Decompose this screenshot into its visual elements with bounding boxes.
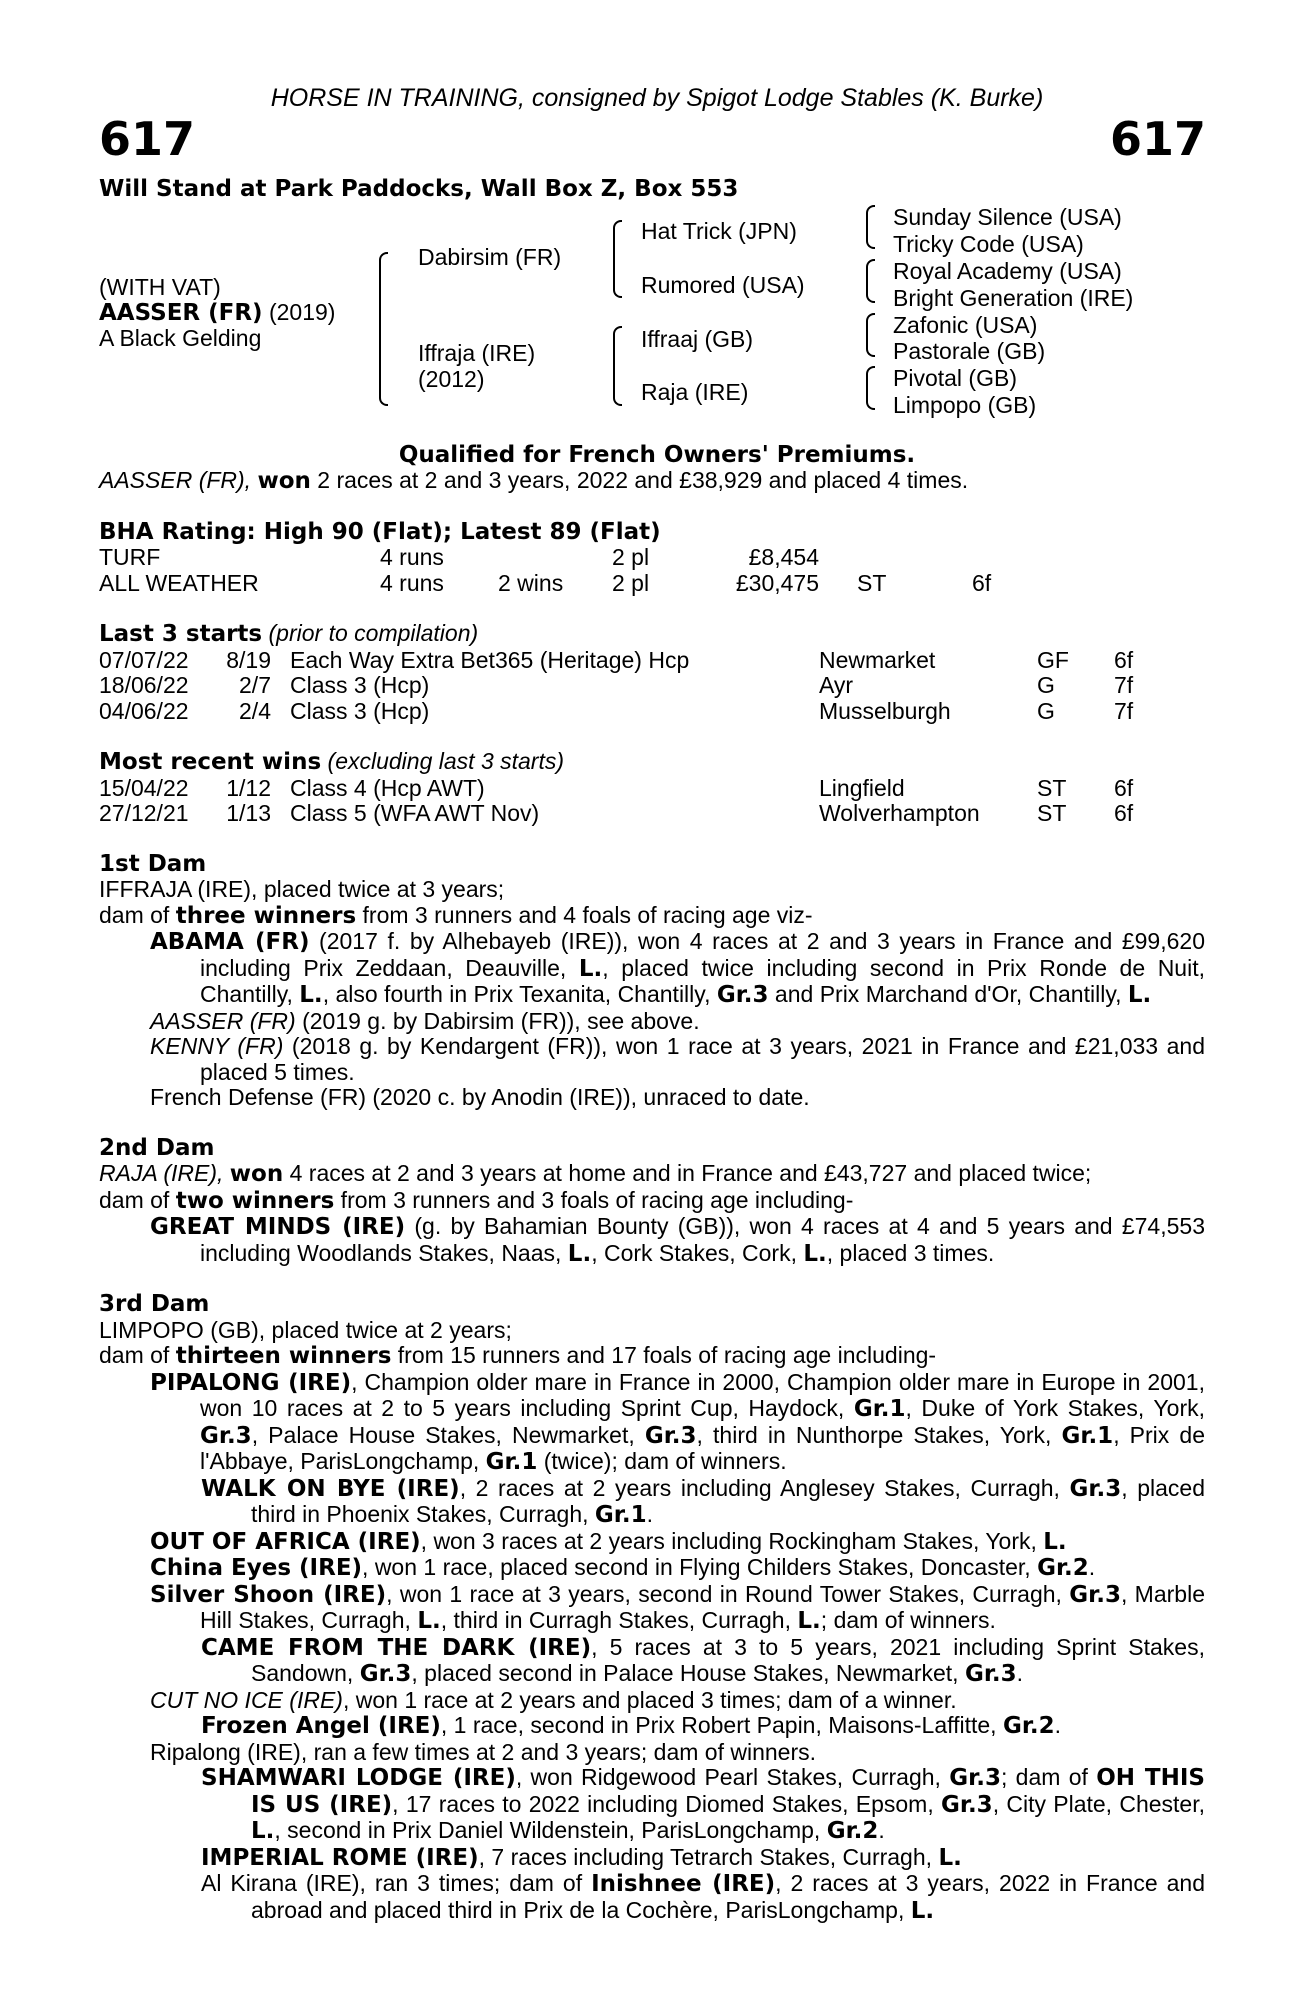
ped-ssd: Tricky Code (USA) [893, 231, 1084, 257]
summary-rest: 2 races at 2 and 3 years, 2022 and £38,929 and placed 4 times. [310, 467, 969, 493]
summary-won: won [257, 468, 311, 494]
produce-shamwari-lodge: SHAMWARI LODGE (IRE), won Ridgewood Pearl Stakes, Curragh, Gr.3; dam of OH THIS IS US (IRE), 17 races to 2022 including Diomed Stakes, Epsom, Gr.3, City Plate, Chester, L., second in Prix Daniel Wildenstein, ParisLongchamp, Gr.2. [201, 1764, 1206, 1844]
dam-sire: Iffraaj (GB) [641, 326, 754, 352]
last3-note: (prior to compilation) [262, 620, 479, 646]
ped-dds: Pivotal (GB) [893, 365, 1017, 391]
produce-kenny: KENNY (FR) (2018 g. by Kendargent (FR)), won 1 race at 3 years, 2021 in France and £21,033 and placed 5 times. [150, 1033, 1205, 1085]
rating-title: BHA Rating: High 90 (Flat); Latest 89 (Flat) [99, 518, 661, 545]
last3-section [99, 621, 1205, 724]
start-row [99, 699, 1205, 725]
produce-out-of-africa: OUT OF AFRICA (IRE), won 3 races at 2 years including Rockingham Stakes, York, L. [150, 1527, 1067, 1555]
recent-wins-section [99, 749, 1205, 827]
ped-sds: Royal Academy (USA) [893, 258, 1122, 284]
lot-number-left: 617 [99, 112, 196, 166]
win-distance: 6f [1114, 800, 1134, 826]
start-distance: 6f [1114, 646, 1134, 673]
produce-china-eyes: China Eyes (IRE), won 1 race, placed second in Flying Childers Stakes, Doncaster, Gr.2. [150, 1554, 1096, 1581]
win-date: 27/12/21 [99, 800, 189, 826]
dam-name: Iffraja (IRE) [418, 340, 536, 366]
rating-section [99, 520, 1205, 597]
win-course: Lingfield [819, 774, 905, 801]
win-going: ST [1037, 774, 1067, 801]
brace-gen2-dam [613, 326, 622, 406]
win-race: Class 4 (Hcp AWT) [290, 774, 485, 801]
rating-wins: 2 wins [498, 569, 564, 596]
start-position: 2/4 [239, 697, 271, 724]
recent-wins-heading [99, 749, 1205, 776]
start-going: G [1037, 697, 1055, 724]
win-row [99, 776, 1205, 802]
lot-number-right: 617 [1109, 112, 1206, 166]
last3-title: Last 3 starts [99, 621, 263, 647]
win-position: 1/12 [226, 774, 271, 801]
brace-gen3-1 [866, 205, 875, 249]
dam-dam: Raja (IRE) [641, 379, 749, 405]
rating-surface: ALL WEATHER [99, 569, 259, 596]
rating-placed: 2 pl [612, 544, 650, 570]
win-row [99, 801, 1205, 827]
produce-came-from-the-dark: CAME FROM THE DARK (IRE), 5 races at 3 to 5 years, 2021 including Sprint Stakes, Sandown, Gr.3, placed second in Palace House Stakes, Newmarket, Gr.3. [201, 1633, 1205, 1687]
brace-gen3-2 [866, 259, 875, 303]
start-course: Musselburgh [819, 697, 951, 724]
produce-walk-on-bye: WALK ON BYE (IRE), 2 races at 2 years including Anglesey Stakes, Curragh, Gr.3, placed third in Phoenix Stakes, Curragh, Gr.1. [201, 1474, 1205, 1528]
brace-gen2-sire [613, 220, 622, 298]
third-dam-section [99, 1292, 1205, 1924]
rating-row [99, 545, 1205, 571]
dam-year: (2012) [418, 366, 485, 392]
horse-description: A Black Gelding [99, 325, 262, 351]
vat-note: (WITH VAT) [99, 274, 221, 300]
start-date: 07/07/22 [99, 646, 189, 673]
rating-runs: 4 runs [380, 544, 444, 570]
win-race: Class 5 (WFA AWT Nov) [290, 800, 540, 826]
ped-dss: Zafonic (USA) [893, 312, 1038, 338]
start-course: Ayr [819, 672, 854, 698]
start-position: 8/19 [226, 646, 271, 673]
horse-name: AASSER (FR) [99, 300, 263, 326]
stand-location: Will Stand at Park Paddocks, Wall Box Z, Box 553 [99, 176, 739, 202]
produce-cut-no-ice: CUT NO ICE (IRE), won 1 race at 2 years and placed 3 times; dam of a winner. [150, 1686, 957, 1713]
produce-al-kirana: Al Kirana (IRE), ran 3 times; dam of Inishnee (IRE), 2 races at 3 years, 2022 in France and abroad and placed third in Prix de la Cochère, ParisLongchamp, L. [201, 1870, 1205, 1924]
third-dam-title: 3rd Dam [99, 1291, 210, 1317]
produce-frozen-angel: Frozen Angel (IRE), 1 race, second in Prix Robert Papin, Maisons-Laffitte, Gr.2. [201, 1712, 1062, 1739]
produce-french-defense: French Defense (FR) (2020 c. by Anodin (IRE)), unraced to date. [150, 1084, 810, 1110]
premiums-note: Qualified for French Owners' Premiums. [398, 442, 916, 468]
win-position: 1/13 [226, 800, 271, 826]
ped-ddd: Limpopo (GB) [893, 392, 1037, 418]
start-date: 18/06/22 [99, 672, 189, 698]
recent-wins-note: (excluding last 3 starts) [321, 748, 565, 774]
rating-row [99, 571, 1205, 597]
start-row [99, 673, 1205, 699]
start-row [99, 648, 1205, 674]
rating-runs: 4 runs [380, 569, 444, 596]
horse-name-line [99, 299, 335, 326]
produce-ripalong: Ripalong (IRE), ran a few times at 2 and 3 years; dam of winners. [150, 1738, 817, 1765]
produce-abama: ABAMA (FR) (2017 f. by Alhebayeb (IRE)), won 4 races at 2 and 3 years in France and £99,620 including Prix Zeddaan, Deauville, L., placed twice including second in Prix Ronde de Nuit, Chantilly, L., also fourth in Prix Texanita, Chantilly, Gr.3 and Prix Marchand d'Or, Chantilly, L. [150, 928, 1205, 1008]
produce-pipalong: PIPALONG (IRE), Champion older mare in France in 2000, Champion older mare in Europe in 2001, won 10 races at 2 to 5 years including Sprint Cup, Haydock, Gr.1, Duke of York Stakes, York, Gr.3, Palace House Stakes, Newmarket, Gr.3, third in Nunthorpe Stakes, York, Gr.1, Prix de l'Abbaye, ParisLongchamp, Gr.1 (twice); dam of winners. [150, 1368, 1206, 1475]
first-dam-line: IFFRAJA (IRE), placed twice at 3 years; [99, 876, 505, 902]
start-race: Class 3 (Hcp) [290, 672, 430, 698]
brace-gen1 [379, 252, 388, 406]
start-distance: 7f [1114, 672, 1134, 698]
start-distance: 7f [1114, 697, 1134, 724]
summary-horse: AASSER (FR), [99, 467, 252, 493]
brace-gen3-3 [866, 313, 875, 357]
start-course: Newmarket [819, 646, 936, 673]
sire-name: Dabirsim (FR) [418, 244, 562, 270]
ped-sss: Sunday Silence (USA) [893, 204, 1122, 230]
race-summary [99, 468, 1205, 495]
page-header: HORSE IN TRAINING, consigned by Spigot Lodge Stables (K. Burke) [270, 84, 1044, 112]
win-course: Wolverhampton [819, 800, 980, 826]
sire-dam: Rumored (USA) [641, 272, 805, 298]
win-distance: 6f [1114, 774, 1134, 801]
first-dam-produce: dam of three winners from 3 runners and 4 foals of racing age viz- [99, 901, 813, 929]
start-going: GF [1037, 646, 1069, 673]
produce-great-minds: GREAT MINDS (IRE) (g. by Bahamian Bounty (GB)), won 4 races at 4 and 5 years and £74,553 including Woodlands Stakes, Naas, L., Cork Stakes, Cork, L., placed 3 times. [150, 1213, 1205, 1267]
start-date: 04/06/22 [99, 697, 189, 724]
second-dam-line: RAJA (IRE), won 4 races at 2 and 3 years at home and in France and £43,727 and placed twice; [99, 1160, 1092, 1187]
win-date: 15/04/22 [99, 774, 189, 801]
second-dam-section [99, 1136, 1205, 1268]
rating-dist: 6f [972, 569, 992, 596]
rating-going: ST [857, 569, 887, 596]
start-race: Each Way Extra Bet365 (Heritage) Hcp [290, 646, 690, 673]
produce-silver-shoon: Silver Shoon (IRE), won 1 race at 3 years, second in Round Tower Stakes, Curragh, Gr.3, Marble Hill Stakes, Curragh, L., third in Curragh Stakes, Curragh, L.; dam of winners. [150, 1580, 1205, 1634]
first-dam-section [99, 852, 1205, 1111]
rating-prize: £30,475 [735, 569, 819, 596]
first-dam-title: 1st Dam [99, 850, 207, 877]
third-dam-produce: dam of thirteen winners from 15 runners and 17 foals of racing age including- [99, 1342, 937, 1369]
start-going: G [1037, 672, 1055, 698]
second-dam-title: 2nd Dam [99, 1134, 215, 1161]
rating-placed: 2 pl [612, 569, 650, 596]
ped-sdd: Bright Generation (IRE) [893, 285, 1134, 311]
produce-aasser: AASSER (FR) (2019 g. by Dabirsim (FR)), see above. [150, 1007, 700, 1034]
catalogue-body [99, 468, 1205, 1924]
start-position: 2/7 [239, 672, 271, 698]
win-going: ST [1037, 800, 1067, 826]
second-dam-produce: dam of two winners from 3 runners and 3 foals of racing age including- [99, 1186, 854, 1214]
last3-heading [99, 621, 1205, 648]
recent-wins-title: Most recent wins [99, 749, 322, 775]
third-dam-line: LIMPOPO (GB), placed twice at 2 years; [99, 1316, 512, 1343]
brace-gen3-4 [866, 366, 875, 410]
rating-surface: TURF [99, 544, 161, 570]
ped-dsd: Pastorale (GB) [893, 338, 1046, 364]
start-race: Class 3 (Hcp) [290, 697, 430, 724]
rating-prize: £8,454 [748, 544, 819, 570]
horse-year: (2019) [262, 299, 336, 325]
sire-sire: Hat Trick (JPN) [641, 218, 797, 244]
produce-imperial-rome: IMPERIAL ROME (IRE), 7 races including Tetrarch Stakes, Curragh, L. [201, 1843, 962, 1871]
